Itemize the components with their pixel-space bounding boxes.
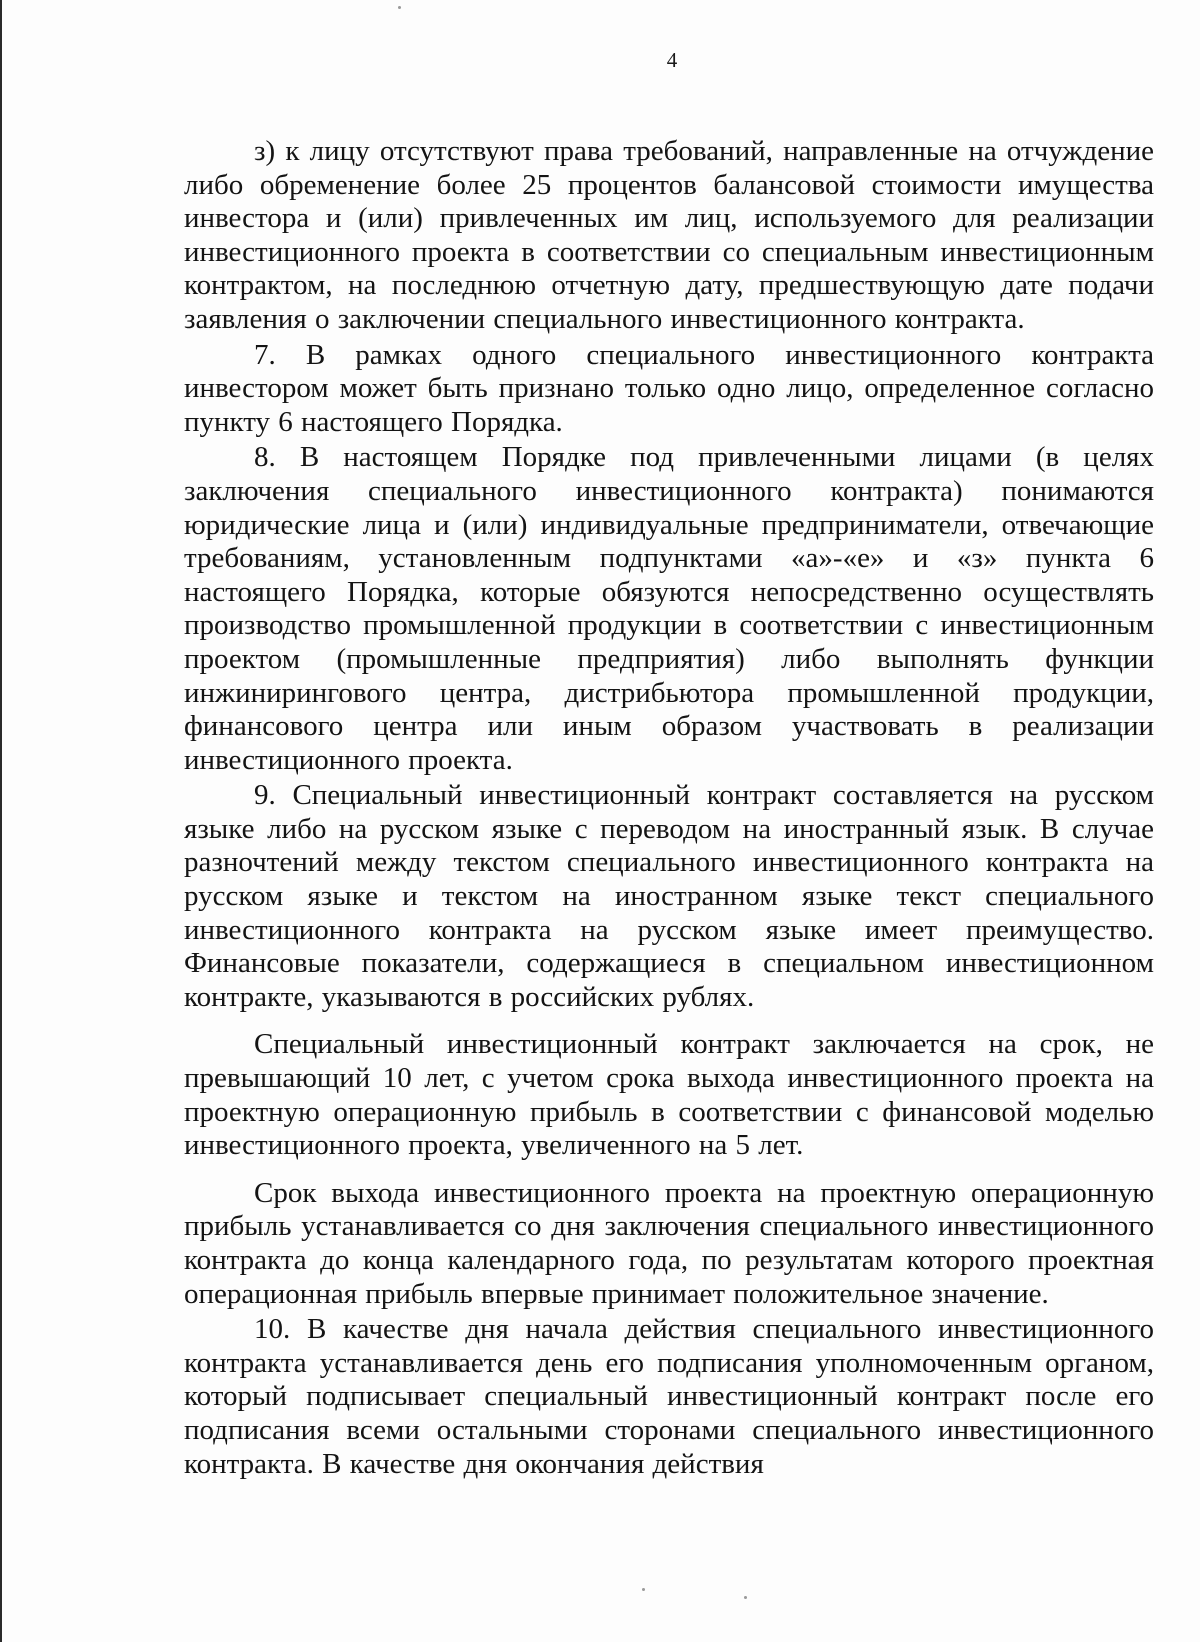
scan-speck [398,6,401,9]
paragraph-contract-term: Специальный инвестиционный контракт заключается на срок, не превышающий 10 лет, с учетом срока выхода инвестиционного проекта на проектную операционную прибыль в соответствии с финансовой моделью инвестиционного проекта, увеличенного на 5 лет. [184,1028,1154,1162]
scan-speck [744,1596,747,1599]
scan-speck [642,1588,645,1591]
paragraph-item-7: 7. В рамках одного специального инвестиционного контракта инвестором может быть признано только одно лицо, определенное согласно пункту 6 настоящего Порядка. [184,338,1154,438]
document-body [184,135,1154,1481]
paragraph-item-10: 10. В качестве дня начала действия специального инвестиционного контракта устанавливается день его подписания уполномоченным органом, который подписывает специальный инвестиционный контракт после его подписания всеми остальными сторонами специального инвестиционного контракта. В качестве дня окончания действия [184,1313,1154,1480]
paragraph-item-9: 9. Специальный инвестиционный контракт составляется на русском языке либо на русском языке с переводом на иностранный язык. В случае разночтений между текстом специального инвестиционного контракта на русском языке и текстом на иностранном языке текст специального инвестиционного контракта на русском языке имеет преимущество. Финансовые показатели, содержащиеся в специальном инвестиционном контракте, указываются в российских рублях. [184,779,1154,1013]
paragraph-profit-term: Срок выхода инвестиционного проекта на проектную операционную прибыль устанавливается со дня заключения специального инвестиционного контракта до конца календарного года, по результатам которого проектная операционная прибыль впервые принимает положительное значение. [184,1176,1154,1310]
paragraph-item-8: 8. В настоящем Порядке под привлеченными лицами (в целях заключения специального инвестиционного контракта) понимаются юридические лица и (или) индивидуальные предприниматели, отвечающие требованиям, установленным подпунктами «а»-«е» и «з» пункта 6 настоящего Порядка, которые обязуются непосредственно осуществлять производство промышленной продукции в соответствии с инвестиционным проектом (промышленные предприятия) либо выполнять функции инжинирингового центра, дистрибьютора промышленной продукции, финансового центра или иным образом участвовать в реализации инвестиционного проекта. [184,441,1154,776]
page-number: 4 [666,48,678,72]
paragraph-subitem-z: з) к лицу отсутствуют права требований, направленные на отчуждение либо обременение более 25 процентов балансовой стоимости имущества инвестора и (или) привлеченных им лиц, используемого для реализации инвестиционного проекта в соответствии со специальным инвестиционным контрактом, на последнюю отчетную дату, предшествующую дате подачи заявления о заключении специального инвестиционного контракта. [184,135,1154,335]
